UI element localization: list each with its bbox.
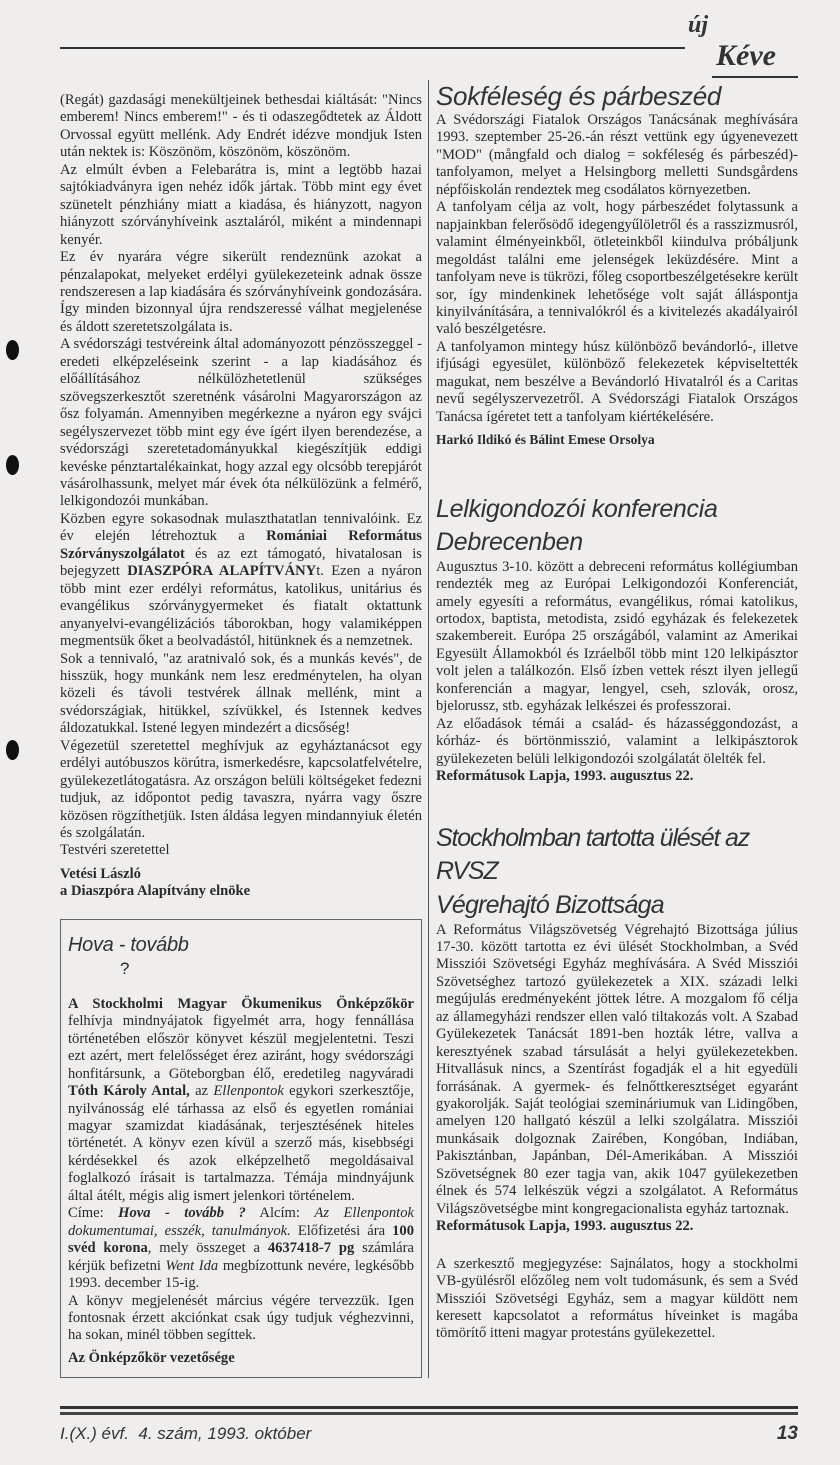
hova-tovabb-box (60, 919, 422, 1379)
emphasized-text: Az Ellenpontok dokumentumai, esszék, tanulmányok. (68, 1205, 414, 1239)
emphasized-text: Tóth Károly Antal, (68, 1083, 190, 1100)
logo-underline (712, 76, 798, 78)
text-run: számlára kérjük befizetni (68, 1240, 414, 1274)
signature: Vetési László (60, 865, 141, 882)
paragraph (436, 339, 798, 426)
footer-rule (60, 1412, 798, 1415)
article-title: Sokféleség és párbeszéd (436, 81, 722, 111)
text-run: t. Ezen a nyáron több mint ezer erdélyi református, katolikus, unitárius és evangélikus szórványgyermeket és fiatalt oktattunk anyanyelvi-evangélizációs táborokban, hogy valamiképpen megmentsük őket a beolvadástól, hitünknek és a nemzetnek. (60, 563, 422, 650)
footer-rule (60, 1406, 798, 1409)
text-run: A tanfolyam célja az volt, hogy párbeszédet folytassunk a napjainkban felerősödő idegengyűlöletről és a rasszizmusról, valamint élményeinkből, ötleteinkből kiindulva próbáljunk megoldást találni eme jelenségek leküzdésére. Mint a tanfolyam neve is tükrözi, főleg csoportbeszélgetésekre került sor, így mindenkinek lehetősége volt saját álláspontja kinyilvánítására, a tennivalókról és a kivitelezés akadályairól való beszélgetésre. (436, 199, 798, 338)
signature-role: a Diaszpóra Alapítvány elnöke (60, 883, 251, 900)
text-run: Sok a tennivaló, "az aratnivaló sok, és a munkás kevés", de hisszük, hogy munkánk nem lesz eredménytelen, ha olyan közeli és távoli testvérek állnak mellénk, mint a svédországiak, hitükkel, szívükkel, és Istennek kedves áldozatukkal. Istené legyen mindezért a dicsőség! (60, 650, 422, 737)
paragraph (60, 336, 422, 511)
paragraph (436, 112, 798, 199)
article-sokfeleseg (436, 80, 798, 449)
emphasized-text: DIASZPÓRA ALAPÍTVÁNY (127, 563, 317, 580)
text-run: egykori szerkesztője, nyilvánosság elé tárhassa az első és egyetlen romániai magyar szamizdat kiadásának, terjesztésének hiteles történetét. A könyv ezen kívül a szerző más, kisebbségi kérdésekkel és azok elképzelhető megoldásaival foglalkozó írásait is tartalmazza. Témája mindnyájunk által átélt, mégis alig ismert jelenkori történelem. (68, 1083, 414, 1204)
article-author: Harkó Ildikó és Bálint Emese Orsolya (436, 432, 655, 448)
logo-main: Kéve (716, 39, 776, 72)
paragraph (436, 716, 798, 768)
article-title: Lelkigondozói konferencia (436, 494, 718, 523)
text-run: Az elmúlt évben a Felebarátra is, mint a legtöbb hazai sajtókiadványra igen nehéz idők jártak. Több mint egy évet szünetelt pénzhiány miatt a kiadása, és hiányzott, nagyon hiányzott szórványhíveink asztaláról, miként a mindennapi kenyér. (60, 161, 422, 248)
box-title: Hova - tovább (68, 933, 189, 956)
article-title-line2: Debrecenben (436, 527, 583, 556)
article-source: Reformátusok Lapja, 1993. augusztus 22. (436, 768, 694, 785)
page-number: 13 (776, 1423, 798, 1445)
text-run: (Regát) gazdasági menekültjeinek bethesdai kiáltását: "Nincs emberem! Nincs emberem!" - és ti odaszegődtetek az Áldott Orvossal együtt mellénk. Ady Endrét idézve mondjuk Isten után nektek is: Köszönöm, köszönöm, köszönöm. (60, 92, 422, 161)
text-run: , mely összeget a (147, 1240, 268, 1257)
paragraph (68, 1293, 414, 1345)
text-run: A Svédországi Fiatalok Országos Tanácsának meghívására 1993. szeptember 25-26.-án részt vettünk egy úgyenevezett "MOD" (mångfald och dialog = sokféleség és párbeszéd)-tanfolyamon, melyet a Helsingborg melletti Sundsgårdens népfőiskolán rendeztek meg csodálatos környezetben. (436, 112, 798, 198)
text-run: Közben egyre sokasodnak mulaszthatatlan tennivalóink. Ez év elején létrehoztuk a (60, 510, 422, 545)
paragraph (436, 559, 798, 716)
paragraph (436, 199, 798, 339)
paragraph (68, 1205, 414, 1292)
box-title-question: ? (120, 958, 130, 978)
paragraph (60, 842, 422, 859)
emphasized-text: 100 svéd korona (68, 1222, 414, 1257)
text-run: A könyv megjelenését március végére tervezzük. Igen fontosnak érzett akciónkat csak úgy tudjuk véghezvinni, ha sokan, minél többen segíttek. (68, 1292, 414, 1344)
paragraph (60, 511, 422, 651)
text-run: Augusztus 3-10. között a debreceni református kollégiumban rendezték meg az Európai Lelkigondozói Konferenciát, amely egyesíti a református, evangélikus, római katolikus, ortodox, baptista, metodista, zsidó egyházak és felekezetek szakembereit. Európa 25 országából, valamint az Amerikai Egyesült Államokból és Izráelből több mint 120 lelkipásztor volt jelen a találkozón. Első ízben vettek részt ilyen jellegű konferencián a magyar, lengyel, cseh, szlovák, orosz, bjelorussz, stb. egyházak lelkészei és professzorai. (436, 558, 798, 715)
emphasized-text: Hova - tovább ? (118, 1205, 246, 1222)
text-run: Ez év nyarára végre sikerült rendeznünk azokat a pénzalapokat, melyeket erdélyi gyülekezeteink adnak össze rendszeresen a lap kiadására és szórványhíveink gondozására. Így minden bizonnyal újra rendszeressé válhat megjelenése és áldott szeretetszolgálata is. (60, 249, 422, 335)
right-column (436, 80, 798, 1378)
paragraph (68, 996, 414, 1205)
logo-small: új (688, 12, 709, 38)
article-title-line2: Végrehajtó Bizottsága (436, 890, 664, 919)
article-title: Stockholmban tartotta ülését az RVSZ (436, 823, 749, 885)
punch-hole (6, 455, 19, 475)
text-run: megbízottunk nevére, legkésőbb 1993. december 15-ig. (68, 1257, 414, 1292)
page-header (0, 0, 840, 80)
page-body (60, 80, 798, 1378)
text-run: A tanfolyamon mintegy húsz különböző bevándorló-, illetve ifjúsági egyesület, különböző felekezetek képviseltették magukat, nem beszélve a Bevándorló Hivatalról és a Caritas nevű segélyszervezetről. A Svédországi Fiatalok Országos Tanácsa ígéretet tett a tanfolyam kiértékelésére. (436, 338, 798, 425)
text-run: felhívja mindnyájatok figyelmét arra, hogy fennállása történetében először könyvet készül megjelentetni. Teszi ezt azért, mert felelősséget érez aziránt, hogy svédországi honfitársunk, a Göteborgban élő, eredetileg nagyváradi (68, 1013, 414, 1082)
text-run: Az előadások témái a család- és házasséggondozást, a kórház- és börtönmisszió, valamint a lelkipásztorok gyülekezeten belüli lelkigondozói szolgálatát ölelték fel. (436, 715, 798, 767)
punch-hole (6, 740, 19, 760)
text-run: Alcím: (245, 1205, 315, 1222)
text-run: és az ezt támogató, hivatalosan is bejegyzett (60, 545, 422, 580)
emphasized-text: A Stockholmi Magyar Ökumenikus Önképzőkör (68, 995, 414, 1012)
letter-article (60, 92, 422, 901)
paragraph (60, 249, 422, 336)
paragraph (60, 738, 422, 843)
text-run: Címe: (68, 1205, 119, 1222)
emphasized-text: 4637418-7 pg (267, 1240, 355, 1257)
text-run: Végezetül szeretettel meghívjuk az egyháztanácsot egy erdélyi autóbuszos körútra, ismerkedésre, kapcsolatfelvételre, gyülekezetlátogatásra. Az országon belüli költségeket fedezni tudjuk, az időpontot pedig tavaszra, nyárra vagy őszre közösen rögzíthetjük. Isten áldása legyen mindannyiuk életén és szolgálatán. (60, 737, 422, 842)
footer-issue: I.(X.) évf. 4. szám, 1993. október (60, 1424, 312, 1444)
article-lelkigondozoi (436, 493, 798, 786)
paragraph (60, 92, 422, 162)
editor-note: A szerkesztő megjegyzése: Sajnálatos, hogy a stockholmi VB-gyülésről előzőleg nem volt tudomásunk, és sem a Svéd Missziói Szövetségi Egyház, sem a magyar küldött nem keresett kapcsolatot a református híveinket is magába tömörítő itteni magyar protestáns gyülekezettel. (436, 1255, 798, 1342)
emphasized-text: Went Ida (165, 1257, 219, 1274)
header-rule (60, 47, 685, 49)
masthead-logo (682, 12, 812, 78)
footer-line (60, 1423, 798, 1445)
paragraph (436, 922, 798, 1219)
punch-hole (6, 340, 19, 360)
article-source: Reformátusok Lapja, 1993. augusztus 22. (436, 1218, 694, 1235)
left-column (60, 80, 422, 1378)
paragraph (60, 162, 422, 249)
emphasized-text: Ellenpontok (213, 1083, 284, 1100)
text-run: Előfizetési ára (290, 1222, 393, 1239)
box-signature: Az Önképzőkör vezetősége (68, 1349, 235, 1366)
article-rvsz (436, 822, 798, 1343)
text-run: Testvéri szeretettel (60, 842, 170, 859)
column-divider (428, 80, 429, 1378)
emphasized-text: Romániai Református Szórványszolgálatot (60, 528, 422, 562)
page-footer (60, 1406, 798, 1465)
text-run: A Református Világszövetség Végrehajtó Bizottsága július 17-30. között tartotta ez évi ülését Stockholmban, a Svéd Missziói Szövetségi Egyház meghívására. A Svéd Missziói Szövetséghez tartozó gyülekezetek a XIX. századi lelki megújulás eredményeként jöttek létre. A mozgalom fő célja az államegyházi rendszer ellen való tiltakozás volt. A Szabad Gyülekezetek Tanácsát 1891-ben hozták létre, vallva a keresztyének szabad társulását a helyi gyülekezetekben. Hitvallásuk nincs, a Szentírást fogadják el a hit egyedüli forrásának. A gyermek- és felnőttkeresztséget egyaránt gyakorolják. Saját teológiai szemináriumuk van Lidingőben, amelyen 120 hallgató készül a lelki szolgálatra. Missziói munkásaik dolgoznak Zairében, Kongóban, Indiában, Pakisztánban, Japánban, Dél-Amerikában. A Missziói Szövetségnek 80 ezer tagja van, akik 1047 gyülekezetben élnek és 574 lelkészük végzi a szolgálatot. A Református Világszövetségbe mint kongregacionalista egyház tartoznak. (436, 921, 798, 1217)
text-run: az (189, 1083, 214, 1100)
text-run: A svédországi testvéreink által adományozott pénzösszeggel - eredeti elképzeléseink szerint - a lap kiadásához és előállításához nélkülözhetetlenül szükséges szövegszerkesztőt szeretnénk vásárolni Magyarországon az ősz folyamán. Amennyiben megérkezne a nyáron egy svájci segélyszervezet több mint egy éve ígért ilyen berendezése, a svédországi szeretetadományukkal kiegészítjük eddigi kevéske pénztartalékainkat, hogy azzal egy olcsóbb terepjárót vásárolhassunk, melyet már évek óta nélkülözünk a felmérő, lelkigondozói munkában. (60, 336, 422, 510)
paragraph (60, 651, 422, 738)
